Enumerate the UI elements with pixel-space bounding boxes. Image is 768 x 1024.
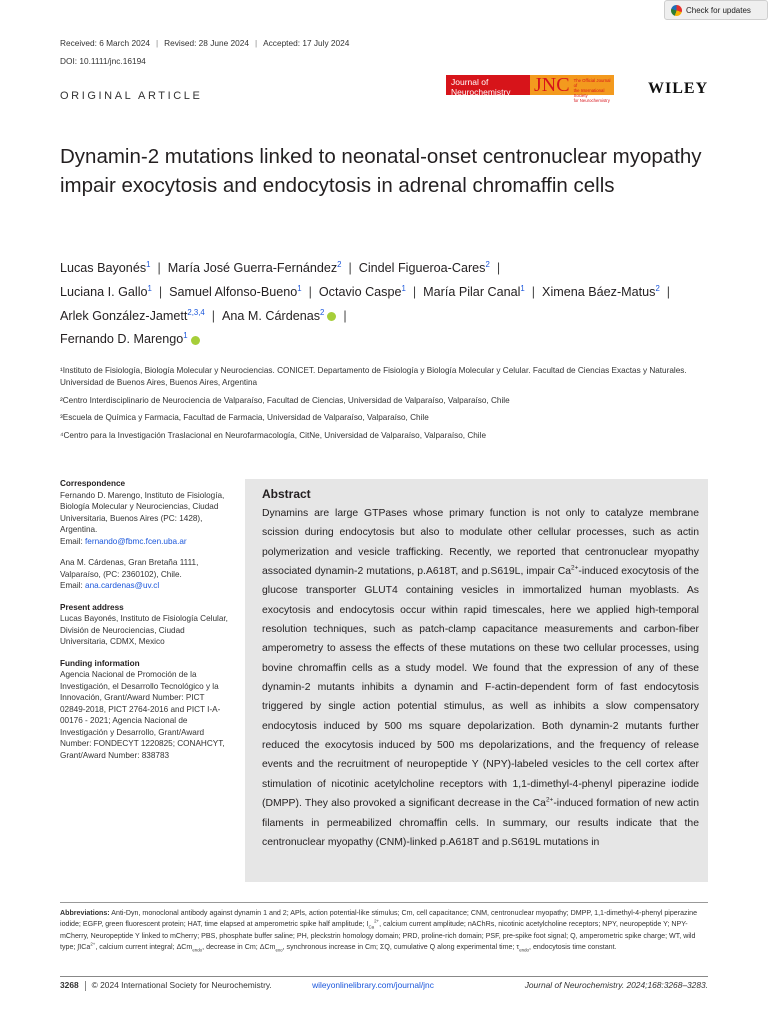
orcid-icon[interactable]: [327, 312, 336, 321]
section-label: ORIGINAL ARTICLE: [60, 90, 203, 102]
abstract-heading: Abstract: [262, 487, 311, 501]
author-item: [60, 261, 150, 275]
journal-name-line1: Journal of: [451, 77, 489, 87]
footer-divider: [60, 976, 708, 977]
correspondence-heading: Correspondence: [60, 479, 126, 488]
abstract-sup-1: 2+: [571, 564, 579, 572]
correspondence-address-2: Ana M. Cárdenas, Gran Bretaña 1111, Valparaíso, (PC: 2360102), Chile.: [60, 558, 199, 579]
article-dates: Received: 6 March 2024 | Revised: 28 June 2024 | Accepted: 17 July 2024: [60, 38, 350, 48]
author-name[interactable]: Octavio Caspe: [318, 284, 402, 299]
journal-society-line3: for Neurochemistry: [573, 98, 610, 103]
journal-url-link[interactable]: wileyonlinelibrary.com/journal/jnc: [312, 980, 434, 990]
affiliation-3: ³Escuela de Química y Farmacia, Facultad de Farmacia, Universidad de Valparaíso, Valparaíso, Chile: [60, 413, 429, 423]
author-affiliation-number[interactable]: 2: [485, 259, 490, 269]
article-sidebar: [60, 478, 230, 771]
abbrev-part-5: , synchronous increase in Cm; ΣQ, cumulative Q along experimental time; τ: [282, 942, 520, 951]
author-separator: |: [308, 284, 312, 299]
abbrev-part-6: , endocytosis time constant.: [529, 942, 617, 951]
author-name[interactable]: Cindel Figueroa-Cares: [358, 261, 486, 275]
orcid-icon[interactable]: [191, 336, 200, 345]
publisher-logo: WILEY: [648, 80, 709, 97]
author-item: [359, 261, 490, 275]
author-separator: |: [343, 308, 347, 323]
funding-text: Agencia Nacional de Promoción de la Investigación, el Desarrollo Tecnológico y la Innovación, Grant/Award Number: PICT 02849-2018, PICT 2764-2016 and PICT I-A-00176 - 2021; Agencia Nacional de Investigación y Desarrollo, Grant/Award Number: FONDECYT 1220825; CONAHCYT, Grant/Award Number: 838783: [60, 670, 225, 760]
author-separator: |: [211, 308, 216, 323]
article-title: Dynamin-2 mutations linked to neonatal-onset centronuclear myopathy impair exocytosis and endocytosis in adrenal chromaffin cells: [60, 145, 702, 197]
abbrev-sub-1: Ca: [368, 924, 375, 930]
author-list: [60, 257, 720, 352]
funding-heading: Funding information: [60, 658, 140, 668]
abbreviations: [60, 908, 708, 953]
abstract-part-2: -induced exocytosis of the glucose transporter GLUT4 containing vesicles in immortalized human myoblasts. As exocytosis and endocytosis occur within rapid timescales, here we applied high-temporal resolution techniques, such as patch-clamp capacitance measurements and carbon-fiber amperometry to assess the effects of these mutations on these two cellular processes, using bovine chromaffin cells as a study model. We found that the expression of any of these dynamin-2 mutants inhibits a dynamin and F-actin-dependent form of fast endocytosis triggered by single action potential stimulus, as well as inhibits a slow compensatory endocytosis induced by 500 ms square depolarization. Both dynamin-2 mutants further reduced the exocytosis induced by 500 ms depolarizations, and the frequency of release events and the recruitment of neuropeptide Y (NPY)-labeled vesicles to the cell cortex after stimulation of nicotinic acetylcholine receptors with 1,1-dimethyl-4-phenyl piperazine iodide (DMPP). They also provoked a significant decrease in the Ca: [262, 566, 699, 810]
author-affiliation-number[interactable]: 2: [337, 259, 342, 269]
author-affiliation-number[interactable]: 1: [147, 283, 152, 293]
affiliation-1: ¹Instituto de Fisiología, Biología Molecular y Neurociencias. CONICET. Departamento de Fisiología y Biología Molecular y Celular. Facultad de Ciencias Exactas y Naturales. Universidad de Buenos Aires, Buenos Aires, Argentina: [60, 366, 687, 387]
author-item: [169, 285, 301, 299]
copyright: © 2024 International Society for Neurochemistry.: [91, 980, 272, 990]
author-separator: |: [158, 284, 163, 299]
present-address-heading: Present address: [60, 602, 124, 612]
author-item: [60, 285, 152, 299]
author-name[interactable]: Ana M. Cárdenas: [222, 308, 321, 323]
abbrev-part-2: , calcium current amplitude; nAChRs, nicotinic acetylcholine receptors; NPY, neuropeptide Y; NPY-mCherry, Neuropeptide Y linked to mCherry; PBS, phosphate buffer saline; PH, pleckstrin homology domain; PRD, proline-rich domain; PSF, pre-spike foot signal; Q, amperometric spike charge; WT, wild type; ∫ICa: [60, 920, 696, 951]
abbrev-sup-2: 2+: [90, 941, 96, 947]
abbreviations-divider: [60, 902, 708, 903]
author-affiliation-number[interactable]: 1: [183, 331, 188, 341]
author-item: [542, 285, 660, 299]
abbreviations-label: Abbreviations:: [60, 909, 110, 917]
check-for-updates-button[interactable]: [664, 0, 768, 20]
abstract-part-3: -induced formation of new actin filaments in permeabilized chromaffin cells. In summary, our results indicate that the centronuclear myopathy (CNM)-linked p.A618T and p.S619L mutations in: [262, 798, 699, 848]
author-name[interactable]: Luciana I. Gallo: [60, 284, 148, 299]
author-separator: |: [496, 261, 501, 275]
author-affiliation-number[interactable]: 1: [520, 283, 525, 293]
revised-date: Revised: 28 June 2024: [164, 38, 249, 48]
correspondence-address-1: Fernando D. Marengo, Instituto de Fisiología, Biología Molecular y Neurociencias, Ciudad Universitaria, Buenos Aires (PC: 1428), Argentina.: [60, 490, 225, 534]
affiliations: [60, 365, 710, 448]
abstract-part-1: Dynamins are large GTPases whose primary function is not only to catalyze membrane scission during endocytosis but also to modulate other cellular processes, such as actin polymerization and vesicle trafficking. Recently, we reported that centronuclear myopathy associated dynamin-2 mutations, p.A618T, and p.S619L, impair Ca: [262, 508, 699, 578]
author-affiliation-number[interactable]: 2: [655, 283, 660, 293]
journal-society: [573, 75, 614, 103]
author-name[interactable]: María Pilar Canal: [423, 284, 521, 299]
email-label-1: Email:: [60, 536, 86, 546]
page-footer: [60, 980, 708, 991]
abstract-text: [262, 504, 699, 852]
author-item: [60, 332, 200, 346]
abbrev-sub-2: endo: [192, 947, 203, 953]
author-affiliation-number[interactable]: 2,3,4: [187, 307, 205, 317]
journal-society-line1: The Official Journal of: [573, 78, 611, 88]
author-affiliation-number[interactable]: 1: [146, 259, 151, 269]
author-item: [222, 309, 336, 323]
journal-citation: Journal of Neurochemistry. 2024;168:3268–3283.: [524, 980, 708, 990]
present-address-text: Lucas Bayonés, Instituto de Fisiología Celular, División de Neurociencias, Ciudad Universitaria, CDMX, Mexico: [60, 614, 228, 646]
author-affiliation-number[interactable]: 1: [401, 283, 406, 293]
received-date: Received: 6 March 2024: [60, 38, 150, 48]
journal-name: [446, 75, 530, 95]
author-separator: |: [666, 284, 671, 299]
journal-logo: [446, 72, 614, 103]
affiliation-2: ²Centro Interdisciplinario de Neurociencia de Valparaíso, Facultad de Ciencias, Universidad de Valparaíso, Valparaíso, Chile: [60, 395, 510, 405]
author-name[interactable]: María José Guerra-Fernández: [167, 261, 338, 275]
journal-acronym: JNC: [530, 75, 574, 95]
abbrev-part-3: , calcium current integral; ΔCm: [95, 942, 193, 951]
journal-name-line2: Neurochemistry: [451, 86, 511, 97]
email-link-2[interactable]: ana.cardenas@uv.cl: [85, 581, 160, 590]
journal-society-line2: the International Society: [573, 88, 605, 98]
affiliation-4: ⁴Centro para la Investigación Traslacional en Neurofarmacología, CitNe, Universidad de Valparaíso, Valparaíso, Chile: [60, 431, 486, 441]
author-separator: |: [412, 284, 417, 299]
abstract-sup-2: 2+: [545, 796, 554, 804]
author-separator: |: [348, 261, 352, 275]
abbrev-sub-4: endo: [519, 947, 530, 953]
doi[interactable]: DOI: 10.1111/jnc.16194: [60, 56, 146, 66]
author-item: [60, 309, 205, 323]
author-name[interactable]: Arlek González-Jamett: [60, 308, 188, 323]
author-separator: |: [157, 261, 161, 275]
email-label-2: Email:: [60, 581, 86, 590]
author-separator: |: [531, 284, 536, 299]
author-affiliation-number[interactable]: 1: [297, 283, 302, 293]
accepted-date: Accepted: 17 July 2024: [263, 38, 350, 48]
author-name[interactable]: Lucas Bayonés: [60, 261, 147, 275]
abbrev-sub-3: exo: [275, 947, 283, 953]
crossmark-icon: [671, 5, 682, 16]
abbrev-part-4: , decrease in Cm; ΔCm: [202, 942, 276, 951]
page-number: 3268: [60, 980, 79, 990]
check-for-updates-label: Check for updates: [686, 5, 751, 15]
email-link-1[interactable]: fernando@fbmc.fcen.uba.ar: [85, 536, 187, 546]
author-name[interactable]: Fernando D. Marengo: [60, 332, 184, 347]
author-name[interactable]: Samuel Alfonso-Bueno: [169, 284, 298, 299]
author-item: [168, 261, 342, 275]
author-item: [319, 285, 406, 299]
author-affiliation-number[interactable]: 2: [320, 307, 325, 317]
author-item: [423, 285, 525, 299]
abbrev-sup-1: 2+: [374, 918, 380, 924]
author-name[interactable]: Ximena Báez-Matus: [542, 284, 656, 299]
abbrev-part-1: Anti-Dyn, monoclonal antibody against dynamin 1 and 2; APls, action potential-like stimulus; Cm, cell capacitance; CNM, centronuclear myopathy; DMPP, 1,1-dimethyl-4-phenyl piperazine iodide; EGFP, green fluorescent protein; HAT, time elapsed at amperometric spike half amplitude; I: [60, 909, 698, 929]
